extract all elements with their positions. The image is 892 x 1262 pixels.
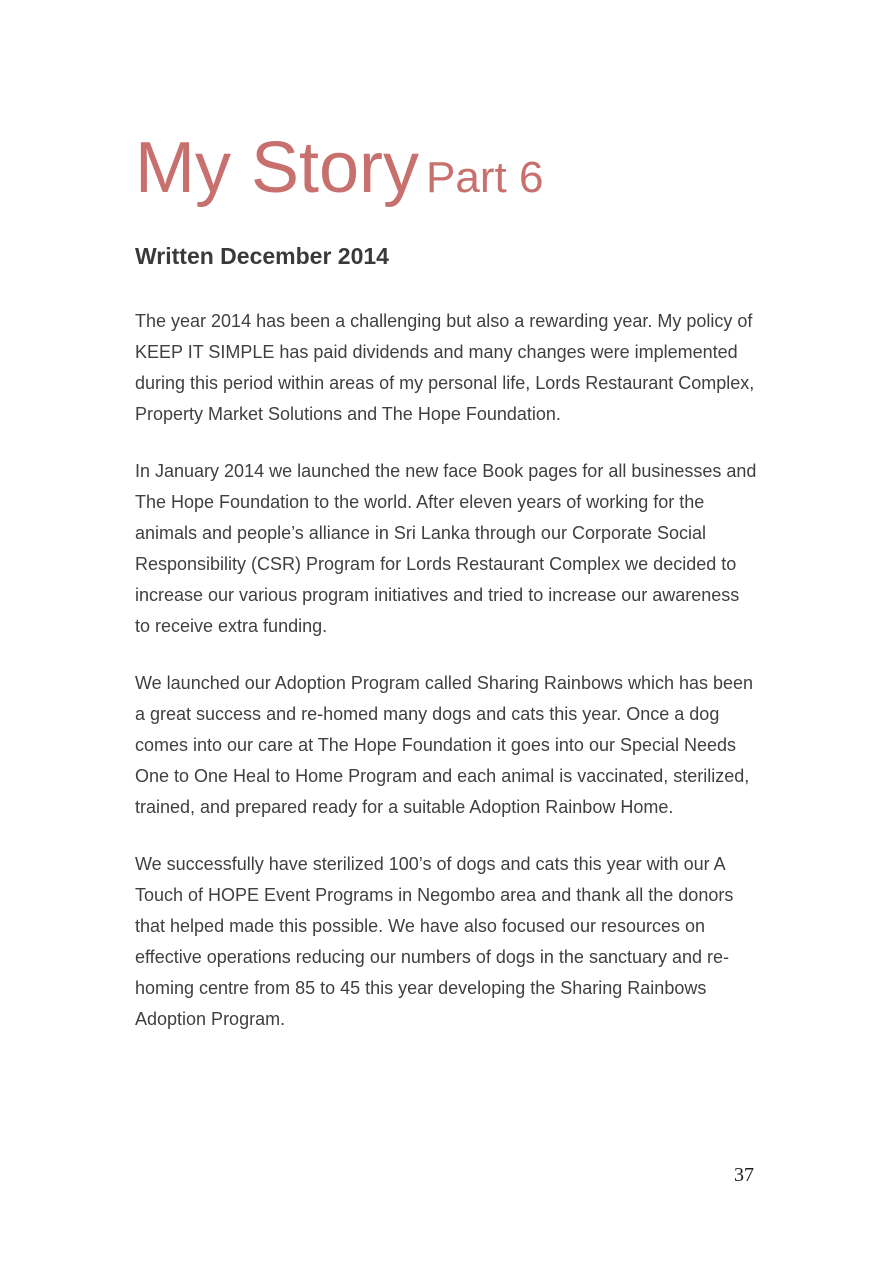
body-paragraph: We launched our Adoption Program called Sharing Rainbows which has been a great success and re-homed many dogs and cats this year. Once a dog comes into our care at The Hope Foundation it goes into our Special Needs One to One Heal to Home Program and each animal is vaccinated, sterilized, trained, and prepared ready for a suitable Adoption Rainbow Home. [135,673,754,817]
page-subtitle: Written December 2014 [135,243,389,269]
page-title-part-text: Part 6 [426,153,544,202]
page-title-text: My Story [135,128,420,208]
page-number: 37 [734,1164,754,1186]
body-paragraph: The year 2014 has been a challenging but also a rewarding year. My policy of KEEP IT SIMPLE has paid dividends and many changes were implemented during this period within areas of my personal life, Lords Restaurant Complex, Property Market Solutions and The Hope Foundation. [135,311,755,424]
page-title [135,128,759,214]
page-content [135,0,759,1035]
body-paragraph: We successfully have sterilized 100’s of dogs and cats this year with our A Touch of HOPE Event Programs in Negombo area and thank all the donors that helped made this possible. We have also focused our resources on effective operations reducing our numbers of dogs in the sanctuary and re-homing centre from 85 to 45 this year developing the Sharing Rainbows Adoption Program. [135,854,734,1029]
body-paragraph: In January 2014 we launched the new face Book pages for all businesses and The Hope Foundation to the world. After eleven years of working for the animals and people’s alliance in Sri Lanka through our Corporate Social Responsibility (CSR) Program for Lords Restaurant Complex we decided to increase our various program initiatives and tried to increase our awareness to receive extra funding. [135,461,757,636]
